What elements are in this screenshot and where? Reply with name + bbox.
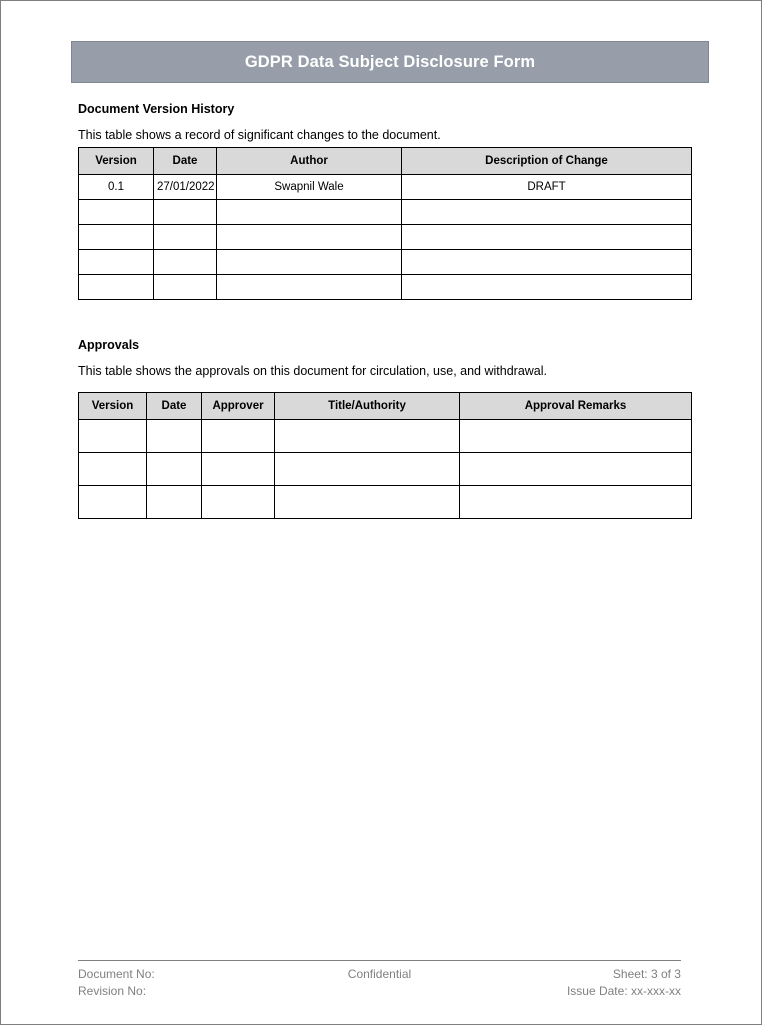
footer-row-top [78, 966, 681, 983]
table-row [79, 225, 692, 250]
cell-approver[interactable] [202, 453, 275, 486]
cell-version[interactable] [79, 453, 147, 486]
document-title-banner [71, 41, 709, 83]
approvals-heading: Approvals [78, 338, 140, 352]
table-row [79, 453, 692, 486]
cell-date[interactable] [154, 225, 217, 250]
cell-version[interactable] [79, 225, 154, 250]
cell-title-authority[interactable] [275, 453, 460, 486]
cell-date[interactable] [154, 200, 217, 225]
cell-version[interactable] [79, 420, 147, 453]
column-header-date: Date [147, 393, 202, 420]
table-row [79, 175, 692, 200]
cell-author[interactable] [217, 200, 402, 225]
cell-title-authority[interactable] [275, 420, 460, 453]
column-header-description-of-change: Description of Change [402, 148, 692, 175]
cell-approval-remarks[interactable] [460, 453, 692, 486]
cell-version[interactable]: 0.1 [79, 175, 154, 200]
table-header-row [79, 393, 692, 420]
cell-date[interactable] [147, 486, 202, 519]
footer-row-bottom [78, 983, 681, 1000]
cell-date[interactable] [154, 275, 217, 300]
cell-date[interactable] [147, 420, 202, 453]
footer-classification: Confidential [347, 967, 412, 981]
cell-author[interactable]: Swapnil Wale [217, 175, 402, 200]
document-title: GDPR Data Subject Disclosure Form [244, 52, 536, 71]
cell-description[interactable]: DRAFT [402, 175, 692, 200]
table-row [79, 420, 692, 453]
cell-author[interactable] [217, 250, 402, 275]
cell-description[interactable] [402, 225, 692, 250]
cell-author[interactable] [217, 225, 402, 250]
version-history-table [78, 147, 692, 300]
table-row [79, 200, 692, 225]
cell-description[interactable] [402, 275, 692, 300]
column-header-version: Version [79, 148, 154, 175]
column-header-approver: Approver [202, 393, 275, 420]
column-header-version: Version [79, 393, 147, 420]
cell-date[interactable]: 27/01/2022 [154, 175, 217, 200]
column-header-author: Author [217, 148, 402, 175]
cell-version[interactable] [79, 250, 154, 275]
table-row [79, 486, 692, 519]
document-body [78, 102, 691, 519]
cell-version[interactable] [79, 275, 154, 300]
footer-issue-date: Issue Date: xx-xxx-xx [566, 984, 681, 998]
cell-version[interactable] [79, 200, 154, 225]
footer-sheet-number: Sheet: 3 of 3 [612, 967, 681, 981]
cell-approver[interactable] [202, 486, 275, 519]
footer-document-no: Document No: [78, 967, 155, 981]
table-spacer [78, 383, 691, 392]
cell-title-authority[interactable] [275, 486, 460, 519]
table-header-row [79, 148, 692, 175]
approvals-description: This table shows the approvals on this document for circulation, use, and withdrawal. [78, 364, 547, 378]
section-spacer [78, 300, 691, 338]
approvals-section [78, 338, 691, 519]
cell-description[interactable] [402, 250, 692, 275]
column-header-title-authority: Title/Authority [275, 393, 460, 420]
cell-author[interactable] [217, 275, 402, 300]
version-history-section [78, 102, 691, 300]
version-history-heading: Document Version History [78, 102, 235, 116]
column-header-date: Date [154, 148, 217, 175]
cell-approval-remarks[interactable] [460, 420, 692, 453]
version-history-description: This table shows a record of significant changes to the document. [78, 128, 441, 142]
table-row [79, 250, 692, 275]
approvals-table [78, 392, 692, 519]
page-footer [78, 960, 681, 1000]
cell-version[interactable] [79, 486, 147, 519]
cell-approval-remarks[interactable] [460, 486, 692, 519]
cell-description[interactable] [402, 200, 692, 225]
footer-revision-no: Revision No: [78, 984, 147, 998]
column-header-approval-remarks: Approval Remarks [460, 393, 692, 420]
cell-date[interactable] [154, 250, 217, 275]
cell-date[interactable] [147, 453, 202, 486]
table-row [79, 275, 692, 300]
cell-approver[interactable] [202, 420, 275, 453]
